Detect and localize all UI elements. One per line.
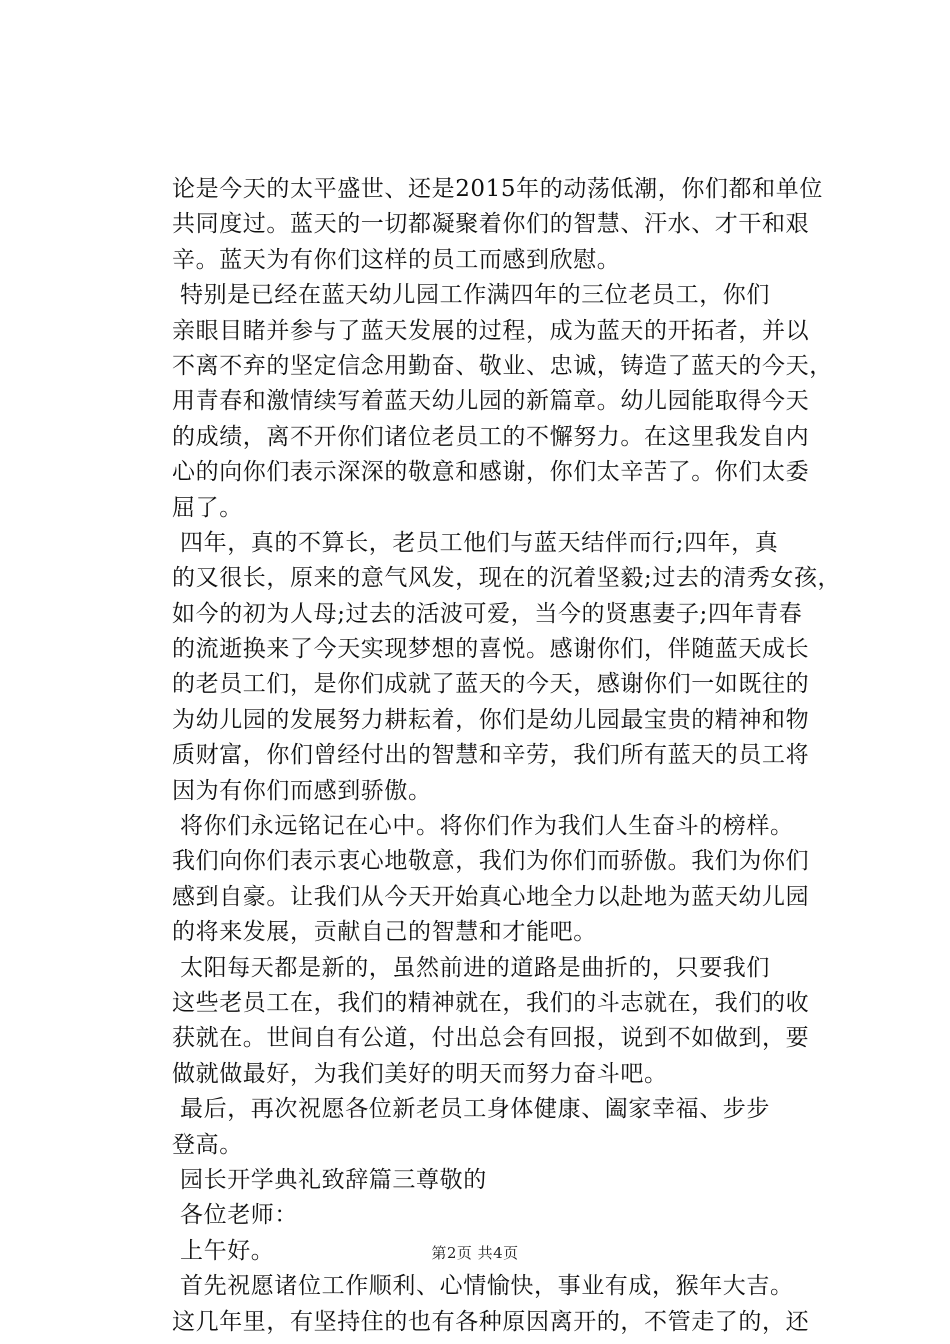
text-line: 如今的初为人母;过去的活波可爱，当今的贤惠妻子;四年青春 xyxy=(172,600,803,627)
text-line: 这些老员工在，我们的精神就在，我们的斗志就在，我们的收 xyxy=(172,989,810,1016)
text-line: 感到自豪。让我们从今天开始真心地全力以赴地为蓝天幼儿园 xyxy=(172,883,810,910)
text-line: 亲眼目睹并参与了蓝天发展的过程，成为蓝天的开拓者，并以 xyxy=(172,317,810,344)
text-line: 用青春和激情续写着蓝天幼儿园的新篇章。幼儿园能取得今天 xyxy=(172,388,810,415)
text-line: 论是今天的太平盛世、还是2015年的动荡低潮，你们都和单位 xyxy=(172,176,823,202)
text-line: 的流逝换来了今天实现梦想的喜悦。感谢你们，伴随蓝天成长 xyxy=(172,636,810,663)
paragraph-first-line: 四年，真的不算长，老员工他们与蓝天结伴而行;四年，真 xyxy=(180,529,779,556)
paragraph-first-line: 将你们永远铭记在心中。将你们作为我们人生奋斗的榜样。 xyxy=(180,813,794,840)
text-line: 屈了。 xyxy=(172,494,243,521)
greeting: 上午好。 xyxy=(180,1237,275,1264)
text-line: 辛。蓝天为有你们这样的员工而感到欣慰。 xyxy=(172,246,621,273)
text-line: 共同度过。蓝天的一切都凝聚着你们的智慧、汗水、才干和艰 xyxy=(172,211,810,238)
text-line: 质财富，你们曾经付出的智慧和辛劳，我们所有蓝天的员工将 xyxy=(172,742,810,769)
text-line: 心的向你们表示深深的敬意和感谢，你们太辛苦了。你们太委 xyxy=(172,459,810,486)
text-line: 的又很长，原来的意气风发，现在的沉着坚毅;过去的清秀女孩， xyxy=(172,565,842,592)
text-line: 为幼儿园的发展努力耕耘着，你们是幼儿园最宝贵的精神和物 xyxy=(172,706,810,733)
paragraph-first-line: 最后，再次祝愿各位新老员工身体健康、阖家幸福、步步 xyxy=(180,1096,770,1123)
text-line: 的将来发展，贡献自己的智慧和才能吧。 xyxy=(172,919,597,946)
text-line: 我们向你们表示衷心地敬意，我们为你们而骄傲。我们为你们 xyxy=(172,848,810,875)
paragraph-first-line: 首先祝愿诸位工作顺利、心情愉快，事业有成，猴年大吉。 xyxy=(180,1273,794,1300)
document-body xyxy=(172,172,852,1340)
page-number-footer: 第2页 共4页 xyxy=(431,1244,519,1262)
salutation: 各位老师： xyxy=(180,1202,298,1229)
paragraph-first-line: 太阳每天都是新的，虽然前进的道路是曲折的，只要我们 xyxy=(180,954,770,981)
text-line: 做就做最好，为我们美好的明天而努力奋斗吧。 xyxy=(172,1060,668,1087)
text-line: 获就在。世间自有公道，付出总会有回报，说到不如做到，要 xyxy=(172,1025,810,1052)
text-line: 的老员工们，是你们成就了蓝天的今天，感谢你们一如既往的 xyxy=(172,671,810,698)
section-heading: 园长开学典礼致辞篇三尊敬的 xyxy=(180,1166,487,1193)
text-line: 因为有你们而感到骄傲。 xyxy=(172,777,432,804)
text-line: 不离不弃的坚定信念用勤奋、敬业、忠诚，铸造了蓝天的今天， xyxy=(172,352,833,379)
paragraph-first-line: 特别是已经在蓝天幼儿园工作满四年的三位老员工，你们 xyxy=(180,282,770,309)
text-line: 登高。 xyxy=(172,1131,243,1158)
text-line: 的成绩，离不开你们诸位老员工的不懈努力。在这里我发自内 xyxy=(172,423,810,450)
text-line: 这几年里，有坚持住的也有各种原因离开的，不管走了的，还 xyxy=(172,1308,810,1335)
